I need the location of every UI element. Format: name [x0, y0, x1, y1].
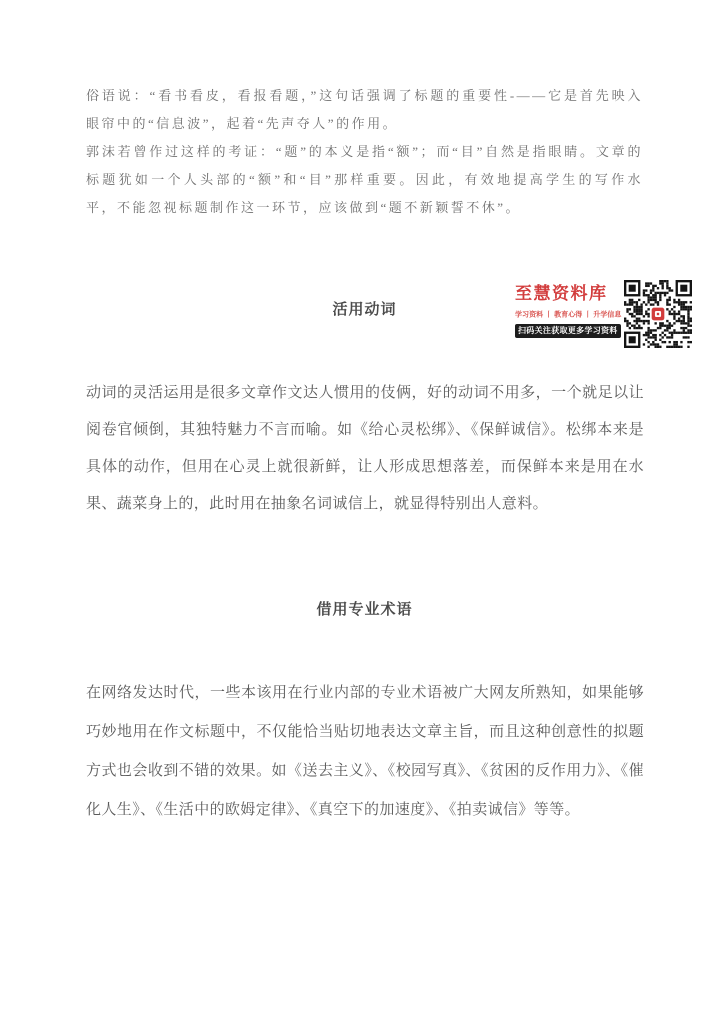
brand-title: 至慧资料库	[515, 284, 608, 303]
section-body-terms: 在网络发达时代，一些本该用在行业内部的专业术语被广大网友所熟知，如果能够巧妙地用在作文标题中，不仅能恰当贴切地表达文章主旨，而且这种创意性的拟题方式也会收到不错的效果。如《送去主义》、《校园写真》、《贫困的反作用力》、《催化人生》、《生活中的欧姆定律》、《真空下的加速度》、《拍卖诚信》等等。	[86, 684, 644, 818]
intro-block	[86, 82, 643, 222]
section-heading-terms: 借用专业术语	[316, 601, 413, 618]
intro-paragraph-1: 俗语说：“看书看皮，看报看题，”这句话强调了标题的重要性-——它是首先映入眼帘中的“信息波”，起着“先声夺人”的作用。	[86, 88, 643, 131]
qr-code-svg	[624, 280, 692, 348]
brand-watermark	[515, 278, 692, 348]
qr-code-icon	[624, 280, 692, 348]
brand-subtitle: 学习资料 丨 教育心得 丨 升学信息	[515, 310, 622, 319]
intro-paragraph-2: 郭沫若曾作过这样的考证：“题”的本义是指“额”；而“目”自然是指眼睛。文章的标题犹如一个人头部的“额”和“目”那样重要。因此，有效地提高学生的写作水平，不能忽视标题制作这一环节，应该做到“题不新颖誓不休”。	[86, 144, 643, 215]
brand-text-column	[515, 278, 621, 338]
brand-banner: 扫码关注获取更多学习资料	[515, 324, 621, 338]
section-heading-verbs: 活用动词	[332, 301, 397, 318]
section-body-verbs: 动词的灵活运用是很多文章作文达人惯用的伎俩，好的动词不用多，一个就足以让阅卷官倾倒，其独特魅力不言而喻。如《给心灵松绑》、《保鲜诚信》。松绑本来是具体的动作，但用在心灵上就很新鲜，让人形成思想落差，而保鲜本来是用在水果、蔬菜身上的，此时用在抽象名词诚信上，就显得特别出人意料。	[86, 384, 644, 512]
